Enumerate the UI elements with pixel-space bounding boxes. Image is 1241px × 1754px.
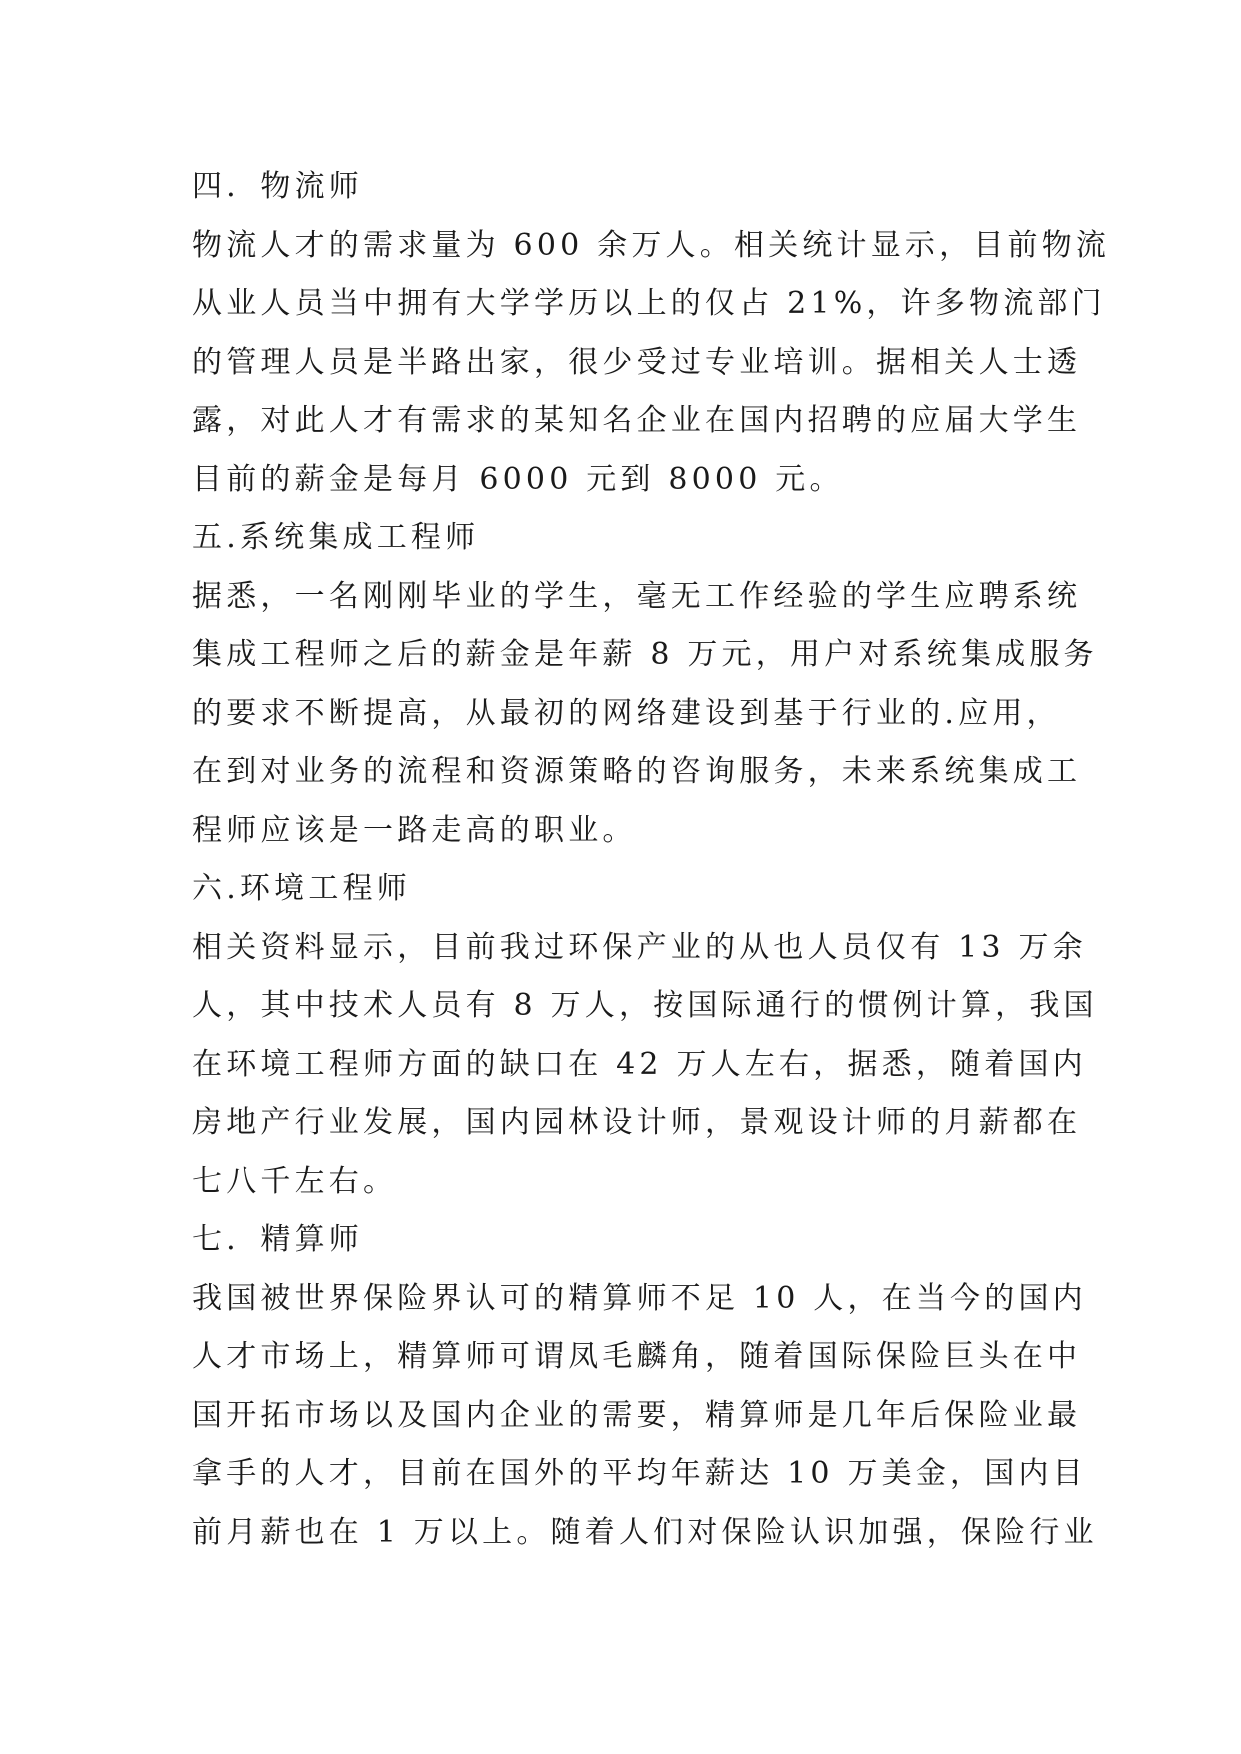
paragraph-line: 拿手的人才，目前在国外的平均年薪达 10 万美金，国内目 bbox=[192, 1456, 1087, 1491]
section-heading-logistics: 四．物流师 bbox=[192, 169, 363, 204]
paragraph-line: 的要求不断提高，从最初的网络建设到基于行业的.应用， bbox=[192, 695, 1061, 731]
paragraph-line: 集成工程师之后的薪金是年薪 8 万元，用户对系统集成服务 bbox=[192, 637, 1098, 672]
paragraph-line: 据悉，一名刚刚毕业的学生，毫无工作经验的学生应聘系统 bbox=[192, 578, 1082, 614]
section-heading-system-integration: 五.系统集成工程师 bbox=[192, 520, 480, 555]
paragraph-line: 我国被世界保险界认可的精算师不足 10 人，在当今的国内 bbox=[192, 1280, 1087, 1316]
paragraph-line: 人才市场上，精算师可谓凤毛麟角，随着国际保险巨头在中 bbox=[192, 1339, 1082, 1374]
paragraph-line: 的管理人员是半路出家，很少受过专业培训。据相关人士透 bbox=[192, 344, 1082, 380]
section-heading-environmental: 六.环境工程师 bbox=[192, 871, 411, 906]
paragraph-line: 人，其中技术人员有 8 万人，按国际通行的惯例计算，我国 bbox=[192, 988, 1098, 1023]
paragraph-line: 物流人才的需求量为 600 余万人。相关统计显示，目前物流 bbox=[192, 227, 1111, 263]
paragraph-line: 国开拓市场以及国内企业的需要，精算师是几年后保险业最 bbox=[192, 1397, 1082, 1433]
paragraph-line: 相关资料显示，目前我过环保产业的从也人员仅有 13 万余 bbox=[192, 929, 1087, 965]
paragraph-line: 在环境工程师方面的缺口在 42 万人左右，据悉，随着国内 bbox=[192, 1046, 1087, 1082]
paragraph-line: 房地产行业发展，国内园林设计师，景观设计师的月薪都在 bbox=[192, 1105, 1082, 1140]
paragraph-line: 前月薪也在 1 万以上。随着人们对保险认识加强，保险行业 bbox=[192, 1514, 1098, 1550]
paragraph-line: 目前的薪金是每月 6000 元到 8000 元。 bbox=[192, 461, 844, 497]
paragraph-line: 从业人员当中拥有大学学历以上的仅占 21%，许多物流部门 bbox=[192, 286, 1106, 321]
section-heading-actuary: 七．精算师 bbox=[192, 1222, 363, 1257]
paragraph-line: 七八千左右。 bbox=[192, 1163, 398, 1199]
paragraph-line: 露，对此人才有需求的某知名企业在国内招聘的应届大学生 bbox=[192, 403, 1082, 438]
paragraph-line: 程师应该是一路走高的职业。 bbox=[192, 812, 637, 848]
paragraph-line: 在到对业务的流程和资源策略的咨询服务，未来系统集成工 bbox=[192, 754, 1082, 789]
document-body bbox=[192, 158, 1111, 1562]
